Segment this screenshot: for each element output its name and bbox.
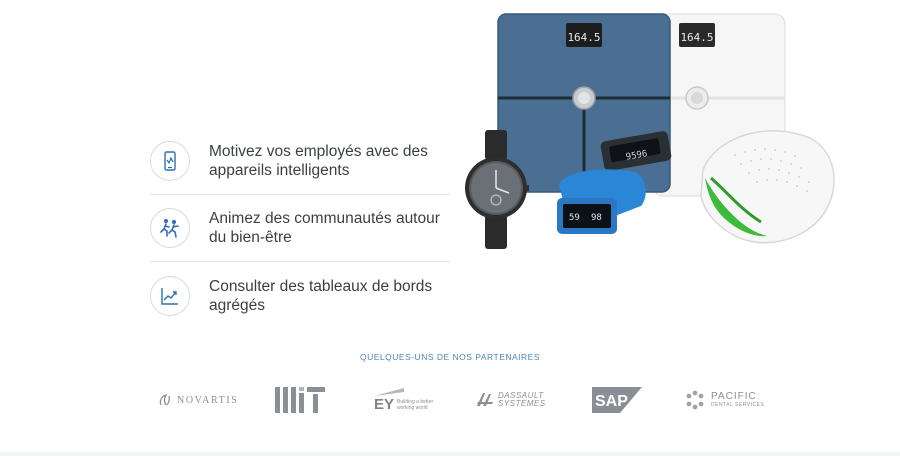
sap-logo <box>592 382 642 418</box>
feature-item-dashboard <box>150 262 450 329</box>
footer-divider <box>0 452 900 456</box>
dassault-wordmark: DASSAULT SYSTEMES <box>498 391 546 408</box>
feature-item-devices <box>150 128 450 195</box>
tracker-display-steps: 9596 <box>625 149 649 163</box>
feature-label: Motivez vos employés avec des appareils intelligents <box>209 143 428 179</box>
dassault-logo <box>475 382 546 418</box>
pacific-sub: DENTAL SERVICES <box>711 401 765 408</box>
phone-icon <box>150 141 190 181</box>
chart-icon <box>150 276 190 316</box>
bp-cuff <box>701 131 834 243</box>
activity-tracker-blue <box>557 169 646 234</box>
ey-wordmark: EY <box>374 396 395 413</box>
blue-scale-display: 164.5 <box>567 31 601 44</box>
mit-logo <box>275 382 325 418</box>
partners-title: QUELQUES-UNS DE NOS PARTENAIRES <box>359 352 541 362</box>
ey-tagline: Building a better working world <box>397 399 434 411</box>
pacific-wordmark: PACIFIC <box>711 390 757 402</box>
partners-logos <box>150 382 770 418</box>
feature-list <box>150 128 450 329</box>
dassault-icon <box>475 390 497 410</box>
blue-scale <box>498 14 670 192</box>
products-illustration <box>465 10 840 272</box>
pacific-icon <box>685 390 705 410</box>
pacific-text <box>711 392 764 409</box>
novartis-wordmark: NOVARTIS <box>177 394 239 406</box>
novartis-logo <box>158 382 238 418</box>
tracker-display-spo2: 98 <box>591 213 602 223</box>
novartis-icon <box>158 393 174 407</box>
feature-label: Animez des communautés autour du bien-être <box>209 210 440 246</box>
feature-label: Consulter des tableaux de bords agrégés <box>209 277 433 314</box>
runners-icon <box>150 208 190 248</box>
sap-wordmark: SAP <box>595 393 628 410</box>
white-scale-display: 164.5 <box>680 31 714 44</box>
pacific-logo <box>685 382 764 418</box>
feature-item-community <box>150 195 450 262</box>
tracker-display-heart: 59 <box>569 213 580 223</box>
ey-logo <box>374 382 434 418</box>
